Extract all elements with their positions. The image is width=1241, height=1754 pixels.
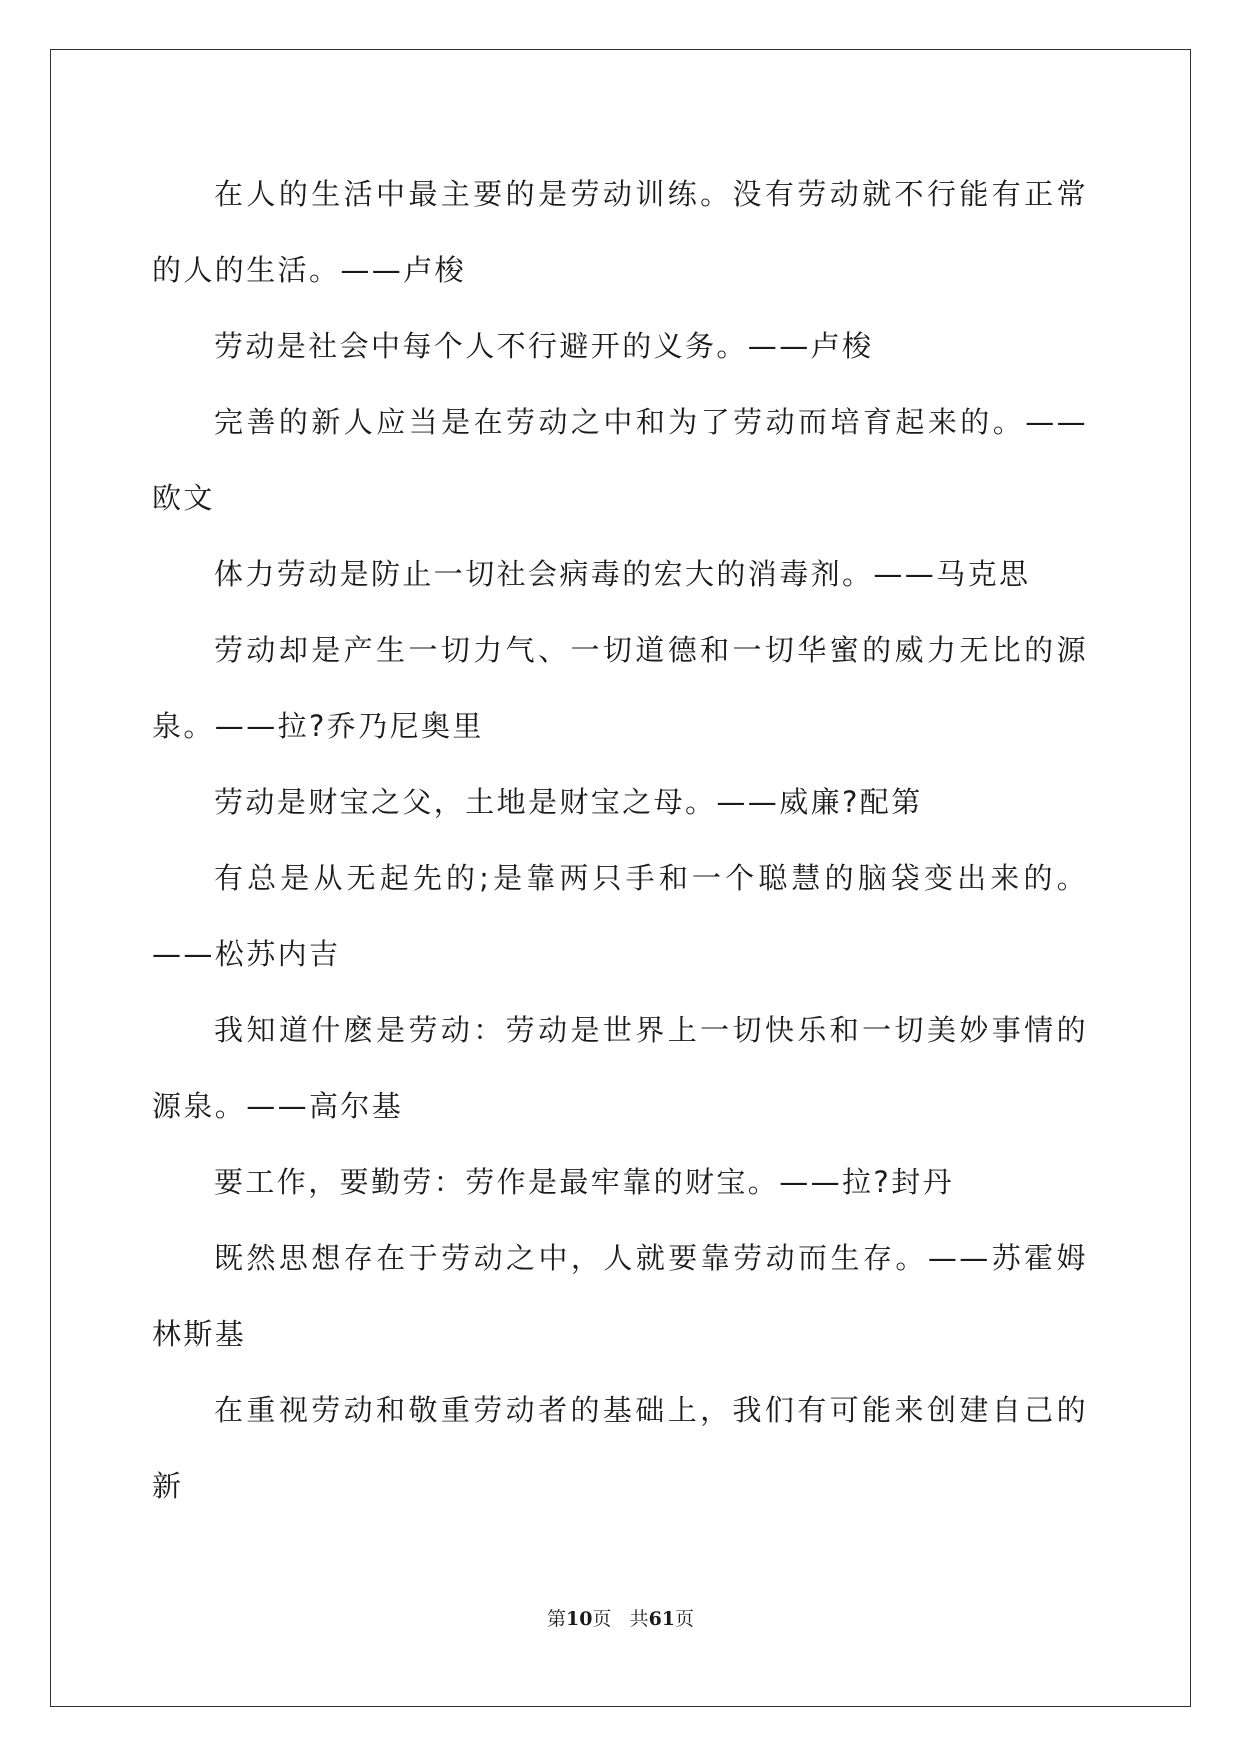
quote-paragraph: 要工作，要勤劳：劳作是最牢靠的财宝。——拉?封丹	[214, 1165, 954, 1199]
quote-paragraph: 我知道什麽是劳动：劳动是世界上一切快乐和一切美妙事情的源泉。——高尔基	[152, 1013, 1088, 1123]
quote-paragraph: 劳动却是产生一切力气、一切道德和一切华蜜的威力无比的源泉。——拉?乔乃尼奥里	[152, 633, 1088, 743]
page-prefix: 第	[546, 1608, 566, 1630]
quote-paragraph: 在人的生活中最主要的是劳动训练。没有劳动就不行能有正常的人的生活。——卢梭	[152, 177, 1088, 287]
quote-paragraph: 在重视劳动和敬重劳动者的基础上，我们有可能来创建自己的新	[152, 1393, 1088, 1503]
quote-paragraph: 劳动是财宝之父，土地是财宝之母。——威廉?配第	[214, 785, 923, 819]
total-prefix: 共	[629, 1608, 649, 1630]
quote-paragraph: 既然思想存在于劳动之中，人就要靠劳动而生存。——苏霍姆林斯基	[152, 1241, 1088, 1351]
quote-paragraph: 劳动是社会中每个人不行避开的义务。——卢梭	[214, 329, 874, 363]
quote-paragraph: 体力劳动是防止一切社会病毒的宏大的消毒剂。——马克思	[214, 557, 1031, 591]
total-pages: 61	[648, 1608, 676, 1630]
document-body	[152, 156, 1088, 1524]
total-suffix: 页	[675, 1608, 695, 1630]
page-suffix: 页	[592, 1608, 612, 1630]
page-number: 10	[565, 1608, 593, 1630]
quote-paragraph: 有总是从无起先的;是靠两只手和一个聪慧的脑袋变出来的。——松苏内吉	[152, 861, 1088, 971]
page-footer	[0, 1604, 1241, 1631]
quote-paragraph: 完善的新人应当是在劳动之中和为了劳动而培育起来的。——欧文	[152, 405, 1088, 515]
